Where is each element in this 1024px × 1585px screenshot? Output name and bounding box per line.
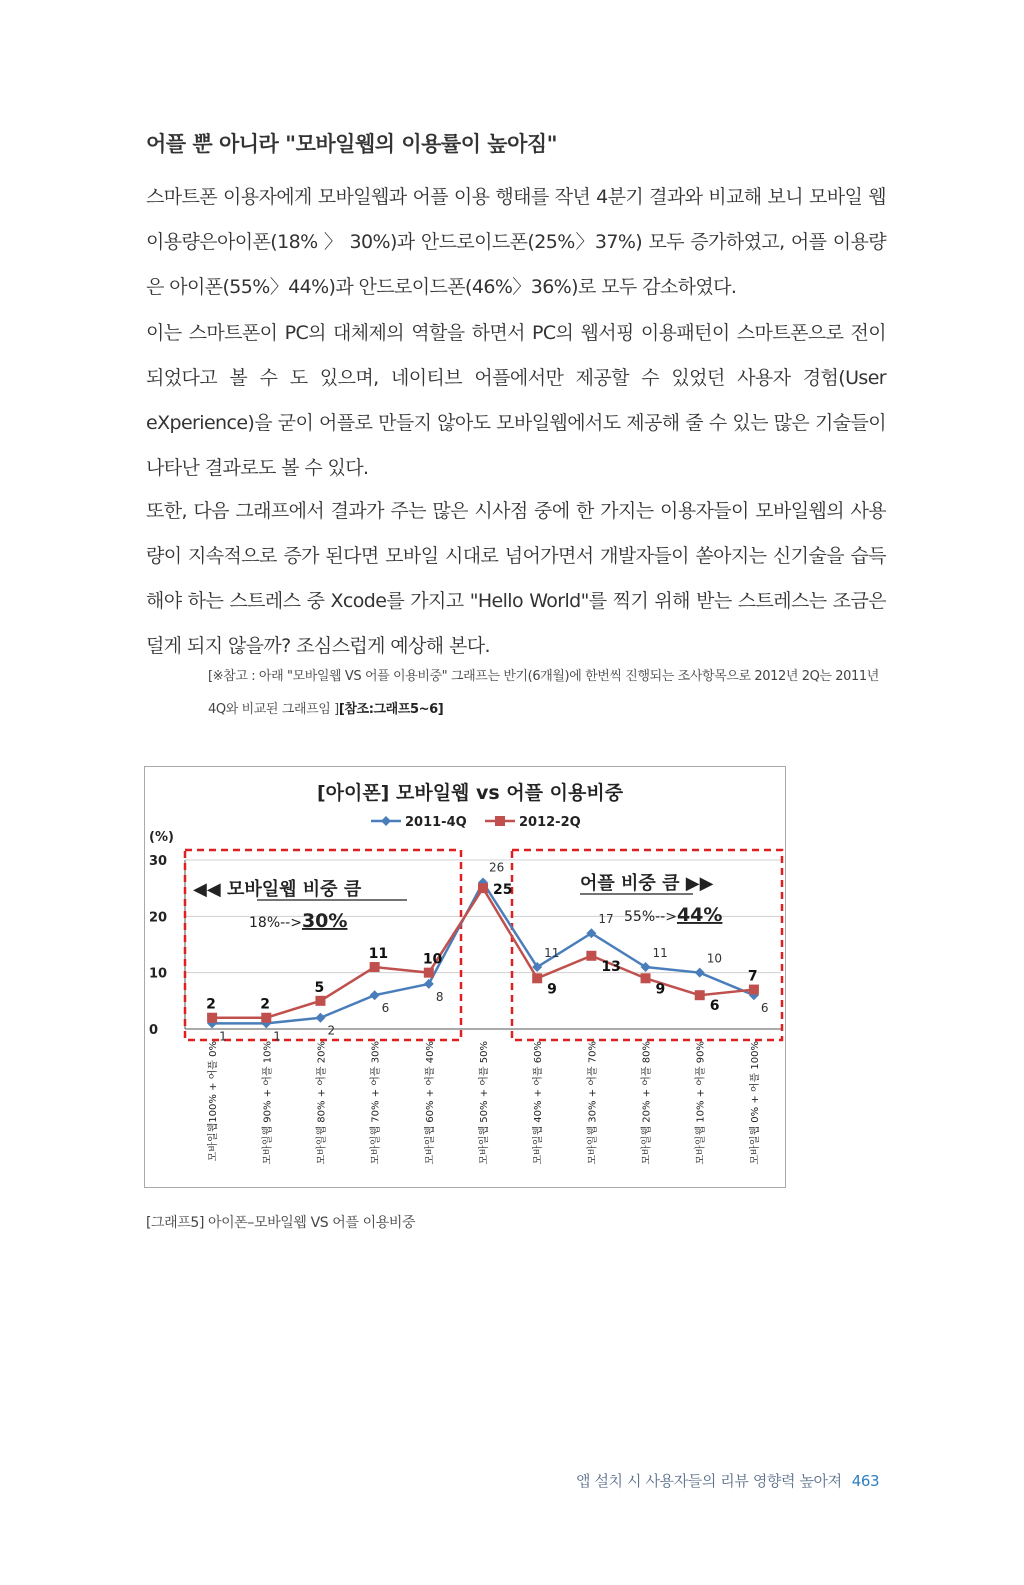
series-2-point bbox=[641, 973, 651, 983]
app-dominant-from: 55%--> bbox=[624, 909, 677, 925]
legend-label-series-1: 2011-4Q bbox=[405, 815, 467, 830]
app-dominant-to: 44% bbox=[676, 904, 723, 926]
series-2-data-label: 11 bbox=[368, 946, 389, 963]
series-1-point bbox=[315, 1013, 325, 1023]
series-2-data-label: 10 bbox=[422, 951, 443, 968]
series-1-data-label: 11 bbox=[652, 946, 668, 961]
series-1-point bbox=[695, 968, 705, 978]
series-2-point bbox=[532, 973, 542, 983]
series-2-point bbox=[478, 883, 488, 893]
paragraph-3: 또한, 다음 그래프에서 결과가 주는 많은 시사점 중에 한 가지는 이용자들이 모바일웹의 사용량이 지속적으로 증가 된다면 모바일 시대로 넘어가면서 개발자들이 쏟아지는 신기술을 습득해야 하는 스트레스 중 Xcode를 가지고 "Hello World"를 찍기 위해 받는 스트레스는 조금은 덜게 되지 않을까? 조심스럽게 예상해 본다. bbox=[146, 500, 886, 657]
series-1-data-label: 1 bbox=[219, 1029, 227, 1044]
x-category-label: 모바일웹 10% + 어플 90% bbox=[695, 1041, 707, 1165]
series-2-point bbox=[424, 968, 434, 978]
series-2-point bbox=[261, 1013, 271, 1023]
app-dominant-title: 어플 비중 큼 ▶▶ bbox=[580, 873, 714, 894]
legend-label-series-2: 2012-2Q bbox=[519, 815, 581, 830]
x-category-label: 모바일웹 0% + 어플 100% bbox=[749, 1041, 761, 1165]
series-1-data-label: 17 bbox=[598, 912, 614, 927]
series-1-data-label: 1 bbox=[273, 1029, 281, 1044]
series-1-data-label: 6 bbox=[381, 1001, 390, 1016]
reference-note-ref: [참조:그래프5~6] bbox=[338, 702, 444, 717]
chart-title: [아이폰] 모바일웹 vs 어플 이용비중 bbox=[316, 782, 624, 804]
series-2-point bbox=[586, 951, 596, 961]
reference-note bbox=[208, 660, 886, 726]
series-1-data-label: 2 bbox=[327, 1023, 336, 1038]
web-dominant-change bbox=[249, 910, 347, 932]
web-dominant-title: ◀◀ 모바일웹 비중 큼 bbox=[193, 879, 362, 900]
legend-marker-series-1 bbox=[381, 816, 391, 826]
series-1-point bbox=[370, 990, 380, 1000]
series-2-data-label: 5 bbox=[314, 979, 325, 996]
x-category-label: 모바일웹 50% + 어플 50% bbox=[479, 1041, 490, 1165]
series-1-point bbox=[424, 979, 434, 989]
series-1-data-label: 6 bbox=[760, 1001, 769, 1016]
web-dominant-from: 18%--> bbox=[249, 915, 302, 931]
series-2-data-label: 7 bbox=[747, 968, 758, 985]
y-tick-label: 30 bbox=[149, 854, 168, 869]
series-line-2 bbox=[212, 888, 754, 1018]
x-category-label: 모바일웹100% + 어플 0% bbox=[208, 1041, 220, 1162]
series-2-data-label: 25 bbox=[493, 882, 513, 899]
series-1-data-label: 26 bbox=[489, 860, 505, 875]
paragraph-1: 스마트폰 이용자에게 모바일웹과 어플 이용 행태를 작년 4분기 결과와 비교해 보니 모바일 웹 이용량은아이폰(18% 〉 30%)과 안드로이드폰(25%〉37%) 모두 증가하였고, 어플 이용량은 아이폰(55%〉44%)과 안드로이드폰(46%〉36%)로 모두 감소하였다. bbox=[146, 186, 886, 298]
chart-legend bbox=[371, 815, 581, 830]
series-2-data-label: 9 bbox=[547, 981, 557, 998]
series-2-point bbox=[207, 1013, 217, 1023]
line-chart bbox=[145, 767, 785, 1187]
x-category-label: 모바일웹 90% + 어플 10% bbox=[262, 1041, 274, 1165]
chart-frame bbox=[144, 766, 786, 1188]
x-category-label: 모바일웹 70% + 어플 30% bbox=[370, 1041, 382, 1165]
series-2-point bbox=[315, 996, 325, 1006]
series-2-point bbox=[695, 990, 705, 1000]
series-1-data-label: 8 bbox=[435, 989, 444, 1004]
reference-note-text: [※참고 : 아래 "모바일웹 VS 어플 이용비중" 그래프는 반기(6개월)에 한번씩 진행되는 조사항목으로 2012년 2Q는 2011년 4Q와 비교된 그래프임 ] bbox=[208, 669, 879, 717]
series-2-data-label: 9 bbox=[655, 981, 666, 998]
y-tick-label: 20 bbox=[149, 910, 168, 926]
series-1-data-label: 10 bbox=[706, 951, 723, 966]
page-number: 463 bbox=[851, 1472, 880, 1490]
figure-caption: [그래프5] 아이폰–모바일웹 VS 어플 이용비중 bbox=[146, 1215, 416, 1231]
web-dominant-to: 30% bbox=[301, 910, 348, 932]
app-dominant-change bbox=[624, 904, 722, 926]
series-2-data-label: 2 bbox=[260, 996, 271, 1013]
series-2-data-label: 6 bbox=[709, 998, 720, 1015]
y-tick-label: 10 bbox=[149, 966, 168, 982]
x-category-label: 모바일웹 60% + 어플 40% bbox=[424, 1041, 436, 1165]
page-footer bbox=[576, 1470, 879, 1491]
series-2-data-label: 2 bbox=[206, 996, 216, 1013]
x-category-label: 모바일웹 20% + 어플 80% bbox=[641, 1041, 653, 1165]
x-category-label: 모바일웹 80% + 어플 20% bbox=[316, 1041, 328, 1165]
section-heading: 어플 뿐 아니라 "모바일웹의 이용률이 높아짐" bbox=[146, 132, 558, 156]
series-1-data-label: 11 bbox=[544, 946, 560, 961]
y-tick-label: 0 bbox=[149, 1023, 159, 1038]
series-2-point bbox=[370, 962, 380, 972]
series-2-point bbox=[749, 985, 759, 995]
x-category-label: 모바일웹 40% + 어플 60% bbox=[533, 1041, 545, 1165]
footer-title: 앱 설치 시 사용자들의 리뷰 영향력 높아져 bbox=[576, 1472, 842, 1490]
legend-marker-series-2 bbox=[495, 816, 505, 826]
y-axis-unit-label: (%) bbox=[149, 830, 174, 845]
paragraph-2: 이는 스마트폰이 PC의 대체제의 역할을 하면서 PC의 웹서핑 이용패턴이 스마트폰으로 전이 되었다고 볼 수 도 있으며, 네이티브 어플에서만 제공할 수 있었던 사용자 경험(User eXperience)을 굳이 어플로 만들지 않아도 모바일웹에서도 제공해 줄 수 있는 많은 기술들이 나타난 결과로도 볼 수 있다. bbox=[146, 322, 886, 479]
series-line-1 bbox=[212, 883, 754, 1024]
series-2-data-label: 13 bbox=[601, 958, 621, 975]
x-category-label: 모바일웹 30% + 어플 70% bbox=[587, 1041, 599, 1165]
